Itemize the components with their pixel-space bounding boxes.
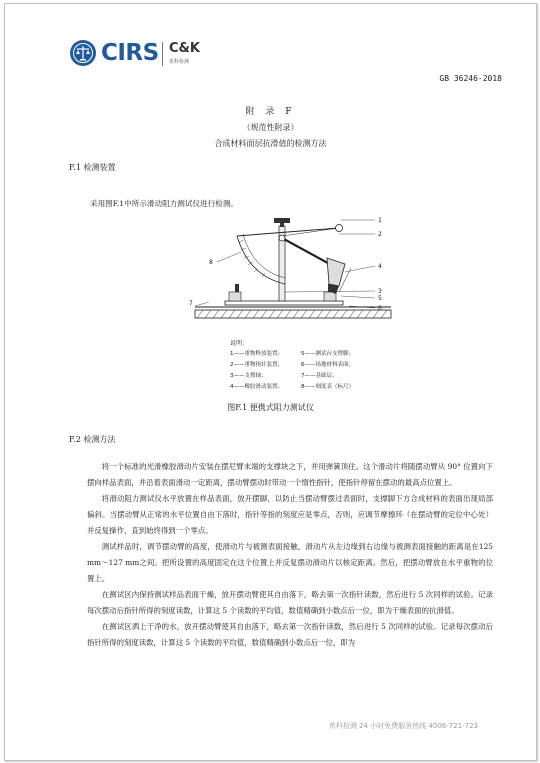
section-f1-text: 采用图F.1中所示滑动阻力测试仪进行检测。 [90, 199, 239, 208]
paragraph-3: 测试样品时，调节摆动臂的高度，使滑动片与被测表面接触，滑动片从左边缘到右边缘与被测表面接触的距离是在125 mm～127 mm之间。把所设置的高度固定在这个位置上并反复摆动滑动片以核定距离。然后，把摆动臂放在水平重物的位置上。 [87, 542, 493, 583]
document-page [4, 3, 537, 761]
legend-left-2: 2——重物指针装置； [230, 362, 283, 368]
brand-divider [162, 42, 163, 66]
paragraph-2: 将滑动阻力测试仪水平放置在样品表面，放开摆脚，以防止当摆动臂摆过表面时，支撑脚下方合成材料的表面出现局部偏斜。当摆动臂从正常的水平位置自由下落时，指针等指的刻度应是零点，否则，应调节摩擦环（在摆动臂的定位中心处）并反复操作，直到始终得到一个零点。 [87, 494, 493, 535]
section-f2-body [87, 459, 493, 651]
section-f1-heading: F.1 检测装置 [69, 163, 116, 172]
seal-icon [69, 39, 97, 67]
paragraph-4: 在测试区内保持测试样品表面干燥，放开摆动臂使其自由落下，略去第一次指针读数，然后进行 5 次同样的试验。记录每次摆动后指针所得的刻度读数，计算这 5 个读数的平均值，数值精确到小数点后一位，即为干燥表面的抗滑值。 [87, 590, 493, 615]
appendix-nature: （规范性附录） [242, 123, 299, 132]
legend-title: 说明： [230, 340, 249, 347]
appendix-name: 合成材料面层抗滑值的检测方法 [214, 139, 327, 148]
appendix-title: 附 录 F [245, 107, 296, 117]
callout-3: 3 [378, 288, 382, 295]
figure-caption: 图F.1 便携式阻力测试仪 [227, 403, 314, 412]
legend-right-3: 7——基础层； [301, 373, 338, 379]
callout-4: 4 [378, 263, 382, 270]
callout-6: 6 [378, 305, 382, 312]
company-logo [69, 38, 219, 72]
brand-name: CIRS [101, 40, 159, 66]
pendulum-tester-figure [189, 206, 399, 336]
legend-right-4: 8——刻度表（标尺） [301, 384, 354, 390]
callout-7: 7 [189, 300, 193, 307]
legend-left-3: 3——支撑轴； [230, 373, 267, 379]
legend-right-1: 5——测试台支撑脚； [301, 351, 354, 357]
callout-2: 2 [378, 231, 382, 238]
paragraph-1: 将一个标准的光滑橡胶滑动片安装在摆尼臂末端的支撑块之下，并用弹簧顶住。这个滑动片将随摆动臂从 90° 位置向下摆向样品表面，并沿着表面滑动一定距离，摆动臂摆动时带动一个惰性指针，使指针停留在摆动的最高点位置上。 [87, 462, 493, 487]
legend-right-2: 6——场地材料表面； [301, 362, 354, 368]
callout-5: 5 [378, 295, 382, 302]
callout-1: 1 [378, 217, 382, 224]
brand-sub-name: C&K [169, 41, 200, 56]
footer-hotline: 希科检测 24 小时免费服务热线 4006-721-723 [328, 722, 478, 730]
legend-left-1: 1——重物释放装置； [230, 351, 283, 357]
brand-sub-caption: 希科检测 [169, 59, 190, 65]
callout-8: 8 [209, 259, 213, 266]
paragraph-5: 在测试区洒上干净的水，放开摆动臂使其自由落下，略去第一次指针读数，然后进行 5 次同样的试验。记录每次摆动后指针所得的刻度读数，计算这 5 个读数的平均值，数值精确到小数点后一位，即为 [87, 622, 493, 647]
legend-left-4: 4——橡胶滑动装置； [230, 384, 283, 390]
standard-number: GB 36246-2018 [439, 74, 502, 83]
section-f2-heading: F.2 检测方法 [69, 435, 116, 444]
